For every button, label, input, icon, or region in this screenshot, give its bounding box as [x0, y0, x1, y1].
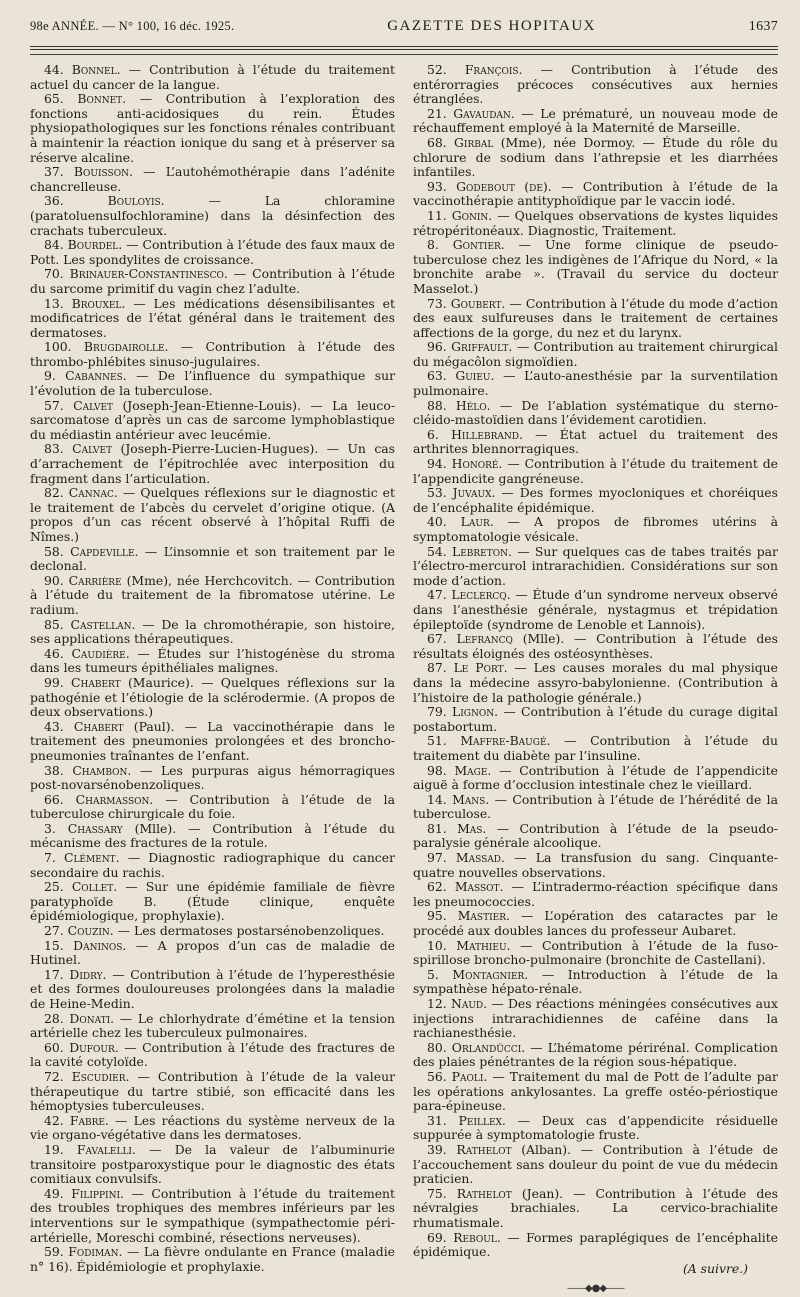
- thesis-entry: [413, 136, 778, 180]
- author-name: 49. Filippini.: [44, 1185, 124, 1201]
- author-name: 9. Cabannes.: [44, 368, 127, 384]
- thesis-title: — Les réactions du système nerveux de la vie organo-végétative dans les dermatoses.: [30, 1112, 395, 1143]
- author-name: 27. Couzin.: [44, 923, 114, 939]
- thesis-title: — Les médications désensibilisantes et modificatrices de l’état général dans le traitement des dermatoses.: [30, 295, 395, 340]
- thesis-title: (Mlle). — Contribution à l’étude des résultats éloignés des ostéosynthèses.: [413, 631, 779, 661]
- thesis-entry: [413, 1231, 778, 1260]
- thesis-entry: [413, 1041, 778, 1070]
- thesis-entry: [30, 1070, 395, 1114]
- thesis-title: — Contribution à l’étude des faux maux de Pott. Les spondylites de croissance.: [30, 237, 395, 267]
- thesis-entry: [30, 968, 395, 1012]
- author-name: 82. Cannac.: [44, 485, 118, 501]
- thesis-entry: [413, 209, 778, 238]
- thesis-title: — État actuel du traitement des arthrites blennorragiques.: [413, 426, 778, 457]
- thesis-entry: [30, 676, 395, 720]
- author-name: 25. Collet.: [44, 879, 118, 895]
- thesis-entry: [413, 705, 778, 734]
- thesis-entry: [30, 1187, 395, 1245]
- thesis-entry: [30, 369, 395, 398]
- thesis-title: — Introduction à l’étude de la sympathèse hépato-rénale.: [413, 966, 778, 997]
- thesis-title: — Contribution à l’étude du mode d’action des eaux sulfureuses dans le traitement de certaines affections de la gorge, du nez et du larynx.: [413, 295, 779, 340]
- author-name: 85. Castellan.: [44, 616, 136, 632]
- thesis-entry: [413, 1070, 778, 1114]
- thesis-entry: [413, 107, 778, 136]
- author-name: 68. Girbal: [427, 134, 494, 150]
- thesis-title: — Contribution à l’étude du traitement de l’appendicite gangréneuse.: [413, 456, 779, 486]
- thesis-entry: [30, 1143, 395, 1187]
- thesis-title: — Les dermatoses postarsénobenzoliques.: [113, 923, 385, 939]
- thesis-entry: [30, 924, 395, 939]
- thesis-entry: [413, 851, 778, 880]
- thesis-entry: [413, 939, 778, 968]
- thesis-entry: [30, 720, 395, 764]
- author-name: 69. Reboul.: [427, 1229, 501, 1245]
- thesis-title: — Diagnostic radiographique du cancer secondaire du rachis.: [30, 850, 396, 880]
- author-name: 75. Rathelot: [427, 1185, 512, 1201]
- thesis-entry: [413, 822, 778, 851]
- thesis-entry: [413, 1187, 778, 1231]
- author-name: 6. Hillebrand.: [427, 426, 523, 442]
- thesis-title: — Sur une épidémie familiale de fièvre paratyphoïde B. (Étude clinique, enquête épidémiologique, prophylaxie).: [30, 879, 396, 924]
- thesis-title: — Les causes morales du mal physique dans la médecine assyro-babylonienne. (Contribution à l’histoire de la pathologie générale.): [413, 660, 778, 705]
- author-name: 40. Laur.: [427, 514, 494, 530]
- thesis-title: — Contribution à l’étude de l’appendicite aiguë à forme d’occlusion intestinale chez le vieillard.: [413, 762, 778, 793]
- author-name: 99. Chabert: [44, 674, 121, 690]
- author-name: 43. Chabert: [44, 718, 124, 734]
- author-name: 36. Bouloyis.: [44, 193, 165, 209]
- author-name: 39. Rathelot: [427, 1141, 512, 1157]
- page-number: 1637: [748, 19, 778, 34]
- thesis-title: — L’auto-anesthésie par la surventilation pulmonaire.: [413, 368, 778, 399]
- thesis-entry: [30, 822, 395, 851]
- end-ornament: ——◆●◆——: [566, 1283, 625, 1295]
- thesis-title: — De l’ablation systématique du sterno-cléido-mastoïdien dans l’évidement carotidien.: [413, 397, 778, 428]
- author-name: 70. Brinauer-Constantinesco.: [44, 266, 228, 282]
- thesis-entry: [413, 968, 778, 997]
- author-name: 44. Bonnel.: [44, 62, 121, 77]
- header-rule-thin: [30, 54, 778, 55]
- thesis-title: — Contribution à l’étude du traitement actuel du cancer de la langue.: [30, 62, 395, 92]
- author-name: 21. Gavaudan.: [427, 105, 515, 121]
- author-name: 58. Capdeville.: [44, 543, 139, 559]
- thesis-entry: [413, 588, 778, 632]
- thesis-title: — L’intradermo-réaction spécifique dans les pneumococcies.: [413, 879, 778, 909]
- thesis-title: — Contribution au traitement chirurgical du mégacôlon sigmoïdien.: [413, 339, 778, 369]
- author-name: 81. Mas.: [427, 820, 487, 836]
- continuation-note: (A suivre.): [682, 1260, 748, 1276]
- thesis-title: — Contribution à l’étude de l’hyperesthésie et des formes douloureuses prolongées dans la maladie de Heine-Medin.: [30, 966, 395, 1011]
- thesis-title: — Contribution à l’étude de la fuso-spirillose broncho-pulmonaire (bronchite de Castellani).: [413, 937, 778, 968]
- thesis-entry: [30, 1114, 395, 1143]
- thesis-title: — Des réactions méningées consécutives aux injections intrarachidiennes de caféine dans la rachianesthésie.: [413, 996, 778, 1041]
- thesis-entry: [30, 880, 395, 924]
- thesis-entry: [30, 764, 395, 793]
- author-name: 96. Griffault.: [427, 339, 513, 355]
- author-name: 15. Daninos.: [44, 937, 127, 953]
- thesis-entry: [30, 486, 395, 544]
- author-name: 28. Donati.: [44, 1010, 115, 1026]
- thesis-entry: [30, 297, 395, 341]
- left-column: [30, 63, 395, 1297]
- thesis-title: — Des formes myocloniques et choréiques de l’encéphalite épidémique.: [413, 485, 778, 515]
- thesis-entry: [30, 647, 395, 676]
- thesis-title: — Contribution à l’exploration des fonctions anti-acidosiques du rein. Études physiopathologiques sur les fonctions rénales contribuant à maintenir la réaction ionique du sang et à préserver sa réserve alcaline.: [30, 91, 395, 165]
- thesis-entry: [413, 457, 778, 486]
- thesis-title: — Contribution à l’étude du curage digital postabortum.: [413, 704, 778, 734]
- author-name: 83. Calvet: [44, 441, 113, 457]
- thesis-title: — Contribution à l’étude des thrombo-phlébites sinuso-jugulaires.: [30, 339, 395, 369]
- header-rule: [30, 46, 778, 50]
- journal-title: GAZETTE DES HOPITAUX: [387, 18, 596, 34]
- thesis-entry: [30, 92, 395, 165]
- thesis-title: — De la chromothérapie, son histoire, ses applications thérapeutiques.: [30, 616, 395, 647]
- thesis-title: (Mme), née Dormoy. — Étude du rôle du chlorure de sodium dans l’athrepsie et les diarrhées infantiles.: [413, 134, 778, 180]
- author-name: 87. Le Port.: [427, 660, 508, 676]
- author-name: 100. Brugdairolle.: [44, 339, 169, 355]
- author-name: 98. Mage.: [427, 762, 492, 778]
- author-name: 88. Hélo.: [427, 397, 491, 413]
- author-name: 72. Escudier.: [44, 1068, 130, 1084]
- thesis-entry: [413, 486, 778, 515]
- author-name: 57. Calvet: [44, 397, 114, 413]
- author-name: 67. Lefrancq: [427, 631, 513, 647]
- text-columns: [30, 63, 778, 1297]
- thesis-entry: [413, 734, 778, 763]
- author-name: 66. Charmasson.: [44, 791, 154, 807]
- thesis-entry: [30, 399, 395, 443]
- thesis-title: — De l’influence du sympathique sur l’évolution de la tuberculose.: [30, 368, 396, 399]
- thesis-title: — A propos d’un cas de maladie de Hutinel.: [30, 937, 396, 968]
- thesis-entry: [30, 194, 395, 238]
- thesis-title: — Une forme clinique de pseudo-tuberculose chez les indigènes de l’Afrique du Nord, « la bronchite arabe ». (Travail du service du docteur Masselot.): [413, 237, 778, 296]
- thesis-title: — Contribution à l’étude de la tuberculose chirurgicale du foie.: [30, 791, 395, 822]
- thesis-title: — Étude d’un syndrome nerveux observé dans l’anesthésie générale, nystagmus et trépidation épileptoïde (syndrome de Lenoble et Lannois).: [413, 587, 779, 632]
- thesis-title: (Mlle). — Contribution à l’étude du mécanisme des fractures de la rotule.: [30, 820, 395, 851]
- thesis-entry: [30, 939, 395, 968]
- thesis-title: — Quelques réflexions sur le diagnostic et le traitement de l’abcès du cervelet d’origine otique. (A propos d’un cas récent observé à l’hôpital Ruffi de Nîmes.): [30, 485, 395, 544]
- author-name: 59. Fodiman.: [44, 1244, 123, 1260]
- thesis-entry: [30, 63, 395, 92]
- author-name: 60. Dufour.: [44, 1039, 119, 1055]
- author-name: 54. Lebreton.: [427, 543, 512, 559]
- thesis-entry: [413, 764, 778, 793]
- thesis-entry: [30, 267, 395, 296]
- thesis-title: — Contribution à l’étude des entérorragies précoces consécutives aux hernies étranglées.: [413, 62, 778, 107]
- thesis-entry: [30, 1041, 395, 1070]
- author-name: 80. Orlandücci.: [427, 1039, 526, 1055]
- thesis-title: — De la valeur de l’albuminurie transitoire postparoxystique pour le diagnostic des états comitiaux convulsifs.: [30, 1141, 395, 1187]
- thesis-title: — La fièvre ondulante en France (maladie n° 16). Épidémiologie et prophylaxie.: [30, 1244, 395, 1274]
- thesis-entry: [30, 442, 395, 486]
- thesis-title: — Contribution à l’étude du sarcome primitif du vagin chez l’adulte.: [30, 266, 396, 296]
- page-header: [30, 18, 778, 44]
- thesis-entry: [413, 238, 778, 296]
- thesis-entry: [30, 545, 395, 574]
- thesis-entry: [30, 340, 395, 369]
- thesis-title: — Contribution à l’étude du traitement des troubles trophiques des membres inférieurs par les interventions sur le sympathique (sympathectomie péri-artérielle, Moreschi combiné, résections nerveuses).: [30, 1185, 395, 1245]
- author-name: 14. Mans.: [427, 791, 490, 807]
- author-name: 8. Gontier.: [427, 237, 505, 253]
- author-name: 79. Lignon.: [427, 704, 499, 720]
- thesis-title: (Jean). — Contribution à l’étude des névralgies brachiales. La cervico-brachialite rhumatismale.: [413, 1185, 778, 1230]
- thesis-title: — Sur quelques cas de tabes traités par l’électro-mercurol intrarachidien. Considérations sur son mode d’action.: [413, 543, 778, 588]
- thesis-title: — La chloramine (paratoluensulfochloramine) dans la désinfection des crachats tuberculeux.: [30, 193, 396, 238]
- thesis-entry: [413, 63, 778, 107]
- author-name: 17. Didry.: [44, 966, 107, 982]
- author-name: 53. Juvaux.: [427, 485, 496, 501]
- thesis-entry: [413, 545, 778, 589]
- thesis-title: — Formes paraplégiques de l’encéphalite épidémique.: [413, 1229, 779, 1260]
- author-name: 84. Bourdel.: [44, 237, 123, 253]
- author-name: 10. Mathieu.: [427, 937, 511, 953]
- thesis-entry: [413, 399, 778, 428]
- thesis-title: — Contribution à l’étude des fractures de la cavité cotyloïde.: [30, 1039, 395, 1070]
- thesis-title: — A propos de fibromes utérins à symptomatologie vésicale.: [413, 514, 779, 544]
- author-name: 65. Bonnet.: [44, 91, 127, 107]
- thesis-title: — Contribution à l’étude de la pseudo-paralysie générale alcoolique.: [413, 820, 778, 851]
- thesis-title: — L’hématome périrénal. Complication des plaies pénétrantes de la région sous-hépatique.: [413, 1039, 778, 1070]
- thesis-entry: [413, 297, 778, 341]
- issue-info: 98e ANNÉE. — N° 100, 16 déc. 1925.: [30, 19, 235, 33]
- thesis-title: — Deux cas d’appendicite résiduelle suppurée à symptomatologie fruste.: [413, 1112, 778, 1143]
- author-name: 73. Goubert.: [427, 295, 506, 311]
- author-name: 94. Honoré.: [427, 456, 503, 472]
- thesis-entry: [30, 238, 395, 267]
- thesis-title: — Les purpuras aigus hémorragiques post-novarsénobenzoliques.: [30, 762, 395, 793]
- thesis-title: — Le chlorhydrate d’émétine et la tension artérielle chez les tuberculeux pulmonaires.: [30, 1010, 396, 1041]
- thesis-title: — Contribution à l’étude de la valeur thérapeutique du tartre stibié, son efficacité dans les hémoptysies tuberculeuses.: [30, 1068, 395, 1114]
- thesis-entry: [413, 632, 778, 661]
- author-name: 11. Gonin.: [427, 207, 493, 223]
- thesis-entry: [413, 515, 778, 544]
- thesis-title: (Paul). — La vaccinothérapie dans le traitement des pneumonies prolongées et des broncho-pneumonies traînantes de l’enfant.: [30, 718, 396, 763]
- thesis-entry: [413, 997, 778, 1041]
- thesis-entry: [30, 793, 395, 822]
- author-name: 5. Montagnier.: [427, 966, 529, 982]
- author-name: 13. Brouxel.: [44, 295, 126, 311]
- thesis-title: — La transfusion du sang. Cinquante-quatre nouvelles observations.: [413, 850, 778, 880]
- thesis-entry: [413, 1143, 778, 1187]
- thesis-title: — Quelques observations de kystes liquides rétropéritonéaux. Diagnostic, Traitement.: [413, 207, 779, 238]
- author-name: 56. Paoli.: [427, 1068, 488, 1084]
- author-name: 52. François.: [427, 62, 523, 77]
- thesis-title: — Études sur l’histogénèse du stroma dans les tumeurs épithéliales malignes.: [30, 645, 395, 676]
- author-name: 12. Naud.: [427, 996, 488, 1011]
- thesis-title: (Alban). — Contribution à l’étude de l’accouchement sans douleur du point de vue du médecin praticien.: [413, 1141, 779, 1187]
- thesis-title: — Traitement du mal de Pott de l’adulte par les opérations ankylosantes. La greffe ostéo-périostique para-épineuse.: [413, 1068, 778, 1114]
- thesis-title: (Mme), née Herchcovitch. — Contribution à l’étude du traitement de la fibromatose utérine. Le radium.: [30, 572, 395, 617]
- thesis-entry: [30, 618, 395, 647]
- right-column: [413, 63, 778, 1297]
- thesis-title: — Contribution à l’étude de l’hérédité de la tuberculose.: [413, 791, 778, 822]
- author-name: 95. Mastier.: [427, 908, 510, 924]
- thesis-title: (Joseph-Pierre-Lucien-Hugues). — Un cas d’arrachement de l’épitrochlée avec interposition du fragment dans l’articulation.: [30, 441, 396, 486]
- author-name: 93. Godebout (de).: [427, 178, 552, 194]
- thesis-entry: [413, 661, 778, 705]
- author-name: 19. Favalelli.: [44, 1141, 136, 1157]
- author-name: 90. Carrière: [44, 572, 122, 588]
- author-name: 7. Clément.: [44, 850, 120, 866]
- author-name: 3. Chassary: [44, 820, 123, 836]
- thesis-title: — L’insomnie et son traitement par le declonal.: [30, 543, 395, 574]
- author-name: 42. Fabre.: [44, 1112, 109, 1128]
- author-name: 63. Guieu.: [427, 368, 495, 384]
- thesis-entry: [413, 909, 778, 938]
- author-name: 38. Chambon.: [44, 762, 132, 778]
- thesis-entry: [413, 340, 778, 369]
- thesis-entry: [413, 180, 778, 209]
- thesis-title: — Contribution à l’étude de la vaccinothérapie antityphoïdique par le vaccin iodé.: [413, 178, 778, 209]
- author-name: 97. Massad.: [427, 850, 505, 866]
- author-name: 37. Bouisson.: [44, 164, 133, 180]
- thesis-entry: [413, 1114, 778, 1143]
- thesis-title: — L’opération des cataractes par le procédé aux doubles lances du professeur Aubaret.: [413, 908, 778, 939]
- author-name: 47. Leclercq.: [427, 587, 511, 603]
- author-name: 31. Peillex.: [427, 1112, 506, 1128]
- thesis-entry: [413, 793, 778, 822]
- thesis-entry: [30, 1012, 395, 1041]
- thesis-entry: [413, 880, 778, 909]
- thesis-title: (Maurice). — Quelques réflexions sur la pathogénie et l’étiologie de la sclérodermie. (A propos de deux observations.): [30, 674, 395, 720]
- author-name: 62. Massot.: [427, 879, 504, 895]
- thesis-title: — L’autohémothérapie dans l’adénite chancrelleuse.: [30, 164, 395, 194]
- author-name: 46. Caudière.: [44, 645, 130, 661]
- thesis-title: (Joseph-Jean-Etienne-Louis). — La leuco-sarcomatose d’après un cas de sarcome lymphoblastique du médiastin antérieur avec leucémie.: [30, 397, 396, 442]
- thesis-title: — Le prématuré, un nouveau mode de réchauffement employé à la Maternité de Marseille.: [413, 105, 778, 136]
- thesis-title: — Contribution à l’étude du traitement du diabète par l’insuline.: [413, 733, 778, 763]
- thesis-entry: [30, 165, 395, 194]
- thesis-entry: [413, 369, 778, 398]
- author-name: 51. Maffre-Baugé.: [427, 733, 551, 749]
- thesis-entry: [413, 428, 778, 457]
- thesis-entry: [30, 1245, 395, 1274]
- thesis-entry: [30, 574, 395, 618]
- thesis-entry: [30, 851, 395, 880]
